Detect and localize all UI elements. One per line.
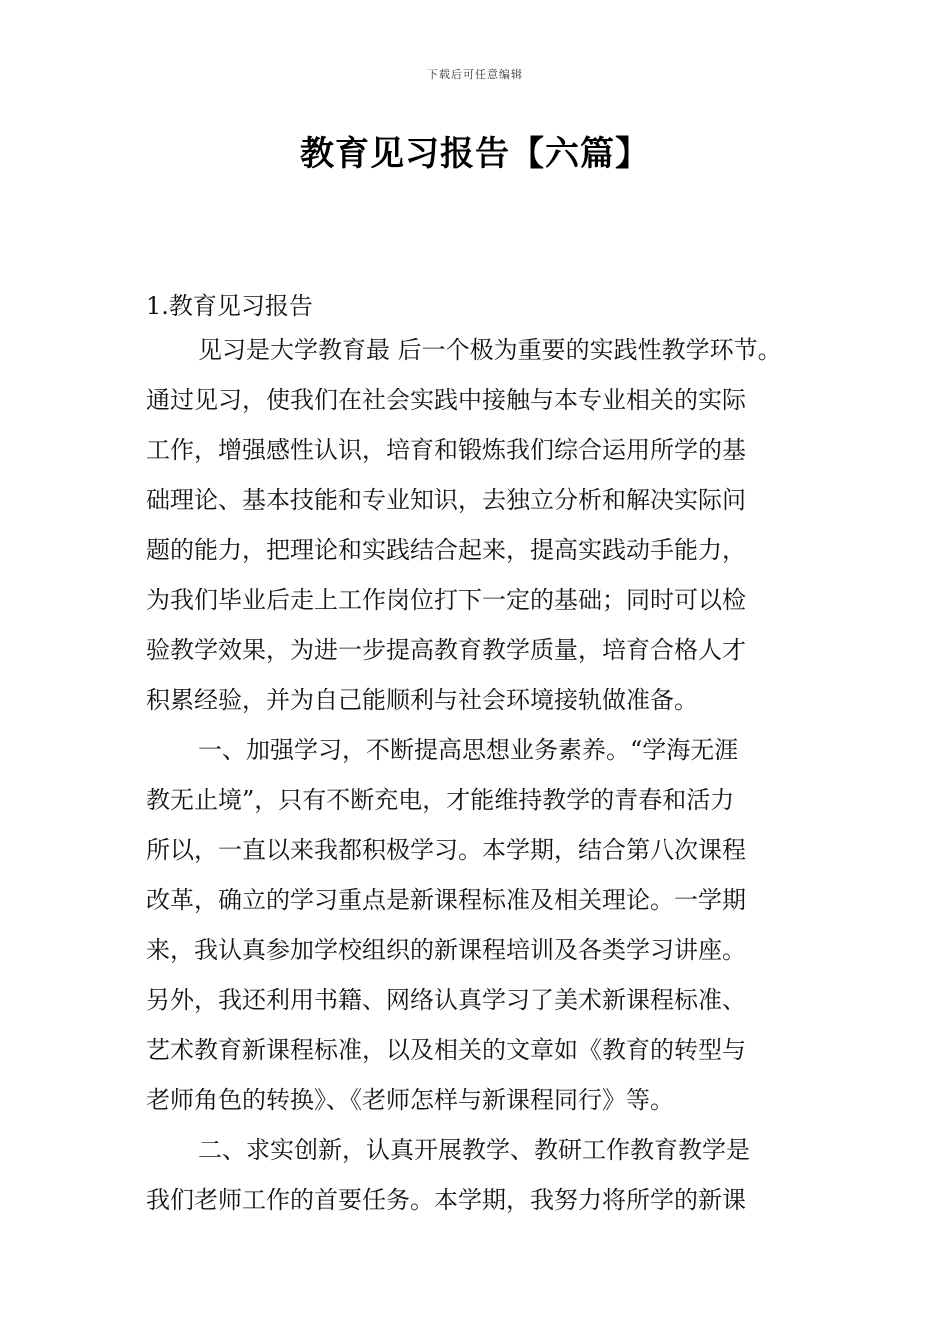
text-line: 为我们毕业后走上工作岗位打下一定的基础；同时可以检	[146, 586, 746, 614]
text-line: 验教学效果，为进一步提高教育教学质量，培育合格人才	[146, 636, 746, 664]
text-line: 积累经验，并为自己能顺利与社会环境接轨做准备。	[146, 686, 698, 714]
text-line: 题的能力，把理论和实践结合起来，提高实践动手能力，	[146, 536, 746, 564]
document-body	[146, 334, 826, 1234]
text-line: 改革，确立的学习重点是新课程标准及相关理论。一学期	[146, 886, 746, 914]
text-line: 来，我认真参加学校组织的新课程培训及各类学习讲座。	[146, 936, 746, 964]
document-title: 教育见习报告【六篇】	[300, 134, 650, 174]
text-line: 见习是大学教育最 后一个极为重要的实践性教学环节。	[198, 336, 782, 364]
text-line: 我们老师工作的首要任务。本学期，我努力将所学的新课	[146, 1186, 746, 1214]
text-line: 教无止境”，只有不断充电，才能维持教学的青春和活力	[146, 786, 735, 814]
text-line: 艺术教育新课程标准，以及相关的文章如《教育的转型与	[146, 1036, 746, 1064]
header-note: 下载后可任意编辑	[427, 68, 523, 81]
paragraph-3	[146, 1134, 826, 1234]
text-line: 通过见习，使我们在社会实践中接触与本专业相关的实际	[146, 386, 746, 414]
paragraph-1	[146, 334, 826, 734]
text-line: 础理论、基本技能和专业知识，去独立分析和解决实际问	[146, 486, 746, 514]
section-heading: 1.教育见习报告	[146, 292, 313, 320]
text-line: 二、求实创新，认真开展教学、教研工作教育教学是	[198, 1136, 750, 1164]
paragraph-2	[146, 734, 826, 1134]
text-line: 所以，一直以来我都积极学习。本学期，结合第八次课程	[146, 836, 746, 864]
text-line: 老师角色的转换》、《老师怎样与新课程同行》等。	[146, 1086, 674, 1114]
text-line: 工作，增强感性认识，培育和锻炼我们综合运用所学的基	[146, 436, 746, 464]
text-line: 另外，我还利用书籍、网络认真学习了美术新课程标准、	[146, 986, 746, 1014]
text-line: 一、加强学习，不断提高思想业务素养。“学海无涯	[198, 736, 739, 764]
